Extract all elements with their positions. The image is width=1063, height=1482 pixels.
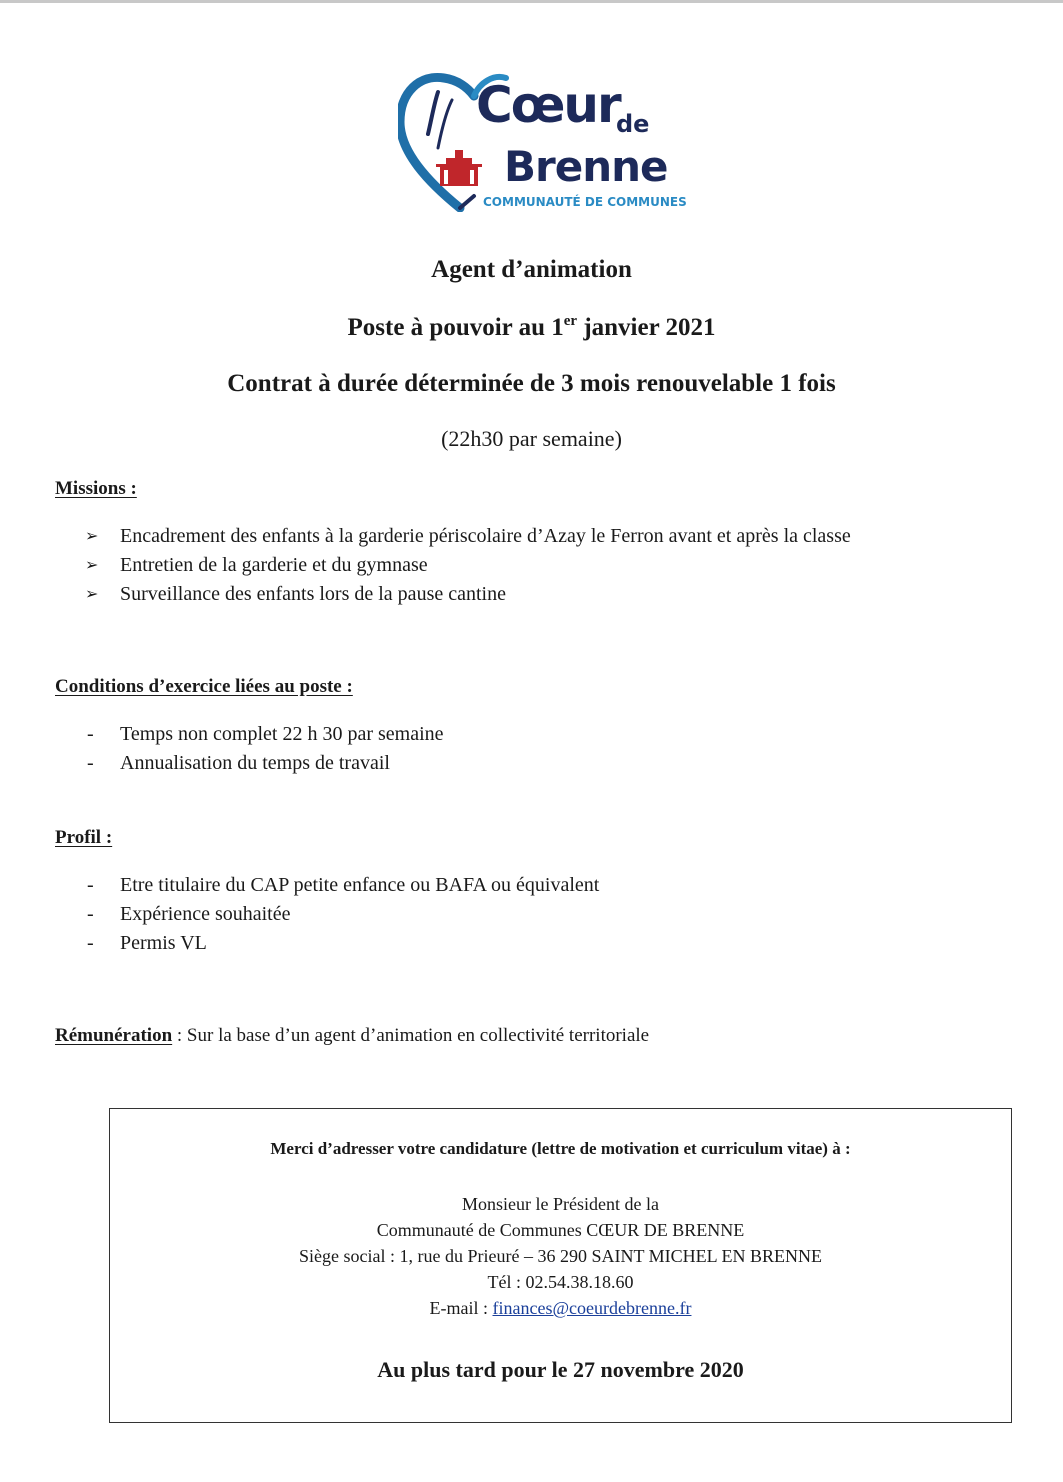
conditions-title: Conditions d’exercice liées au poste :	[55, 676, 353, 697]
logo-subtitle: COMMUNAUTÉ DE COMMUNES	[483, 195, 687, 209]
mission-text: Surveillance des enfants lors de la pause cantine	[120, 583, 506, 605]
profil-text: Permis VL	[120, 932, 207, 954]
dash-bullet: -	[87, 903, 94, 925]
logo-name-de: de	[616, 110, 650, 138]
application-deadline: Au plus tard pour le 27 novembre 2020	[377, 1357, 744, 1382]
list-item	[85, 551, 851, 580]
address-organisation: Communauté de Communes CŒUR DE BRENNE	[376, 1220, 745, 1240]
remuneration-label: Rémunération	[55, 1025, 173, 1046]
profil-text: Expérience souhaitée	[120, 903, 291, 925]
list-item	[85, 749, 444, 778]
address-recipient: Monsieur le Président de la	[462, 1194, 659, 1214]
application-contact-box	[109, 1108, 1012, 1423]
dash-bullet: -	[87, 932, 94, 954]
contract-heading: Contrat à durée déterminée de 3 mois renouvelable 1 fois	[227, 370, 836, 397]
email-label: E-mail :	[429, 1298, 493, 1318]
profil-list	[85, 871, 599, 958]
dash-bullet: -	[87, 874, 94, 896]
remuneration-line	[55, 1025, 649, 1047]
missions-title: Missions :	[55, 478, 137, 499]
hours-heading: (22h30 par semaine)	[441, 426, 622, 451]
job-title: Agent d’animation	[431, 256, 632, 283]
email-link[interactable]: finances@coeurdebrenne.fr	[492, 1298, 692, 1318]
coeur-de-brenne-logo	[398, 72, 687, 212]
post-date-heading	[0, 313, 1063, 342]
list-item	[85, 929, 599, 958]
post-prefix: Poste à pouvoir au 1	[347, 314, 564, 341]
arrow-bullet-icon: ➢	[85, 557, 99, 574]
missions-list	[85, 522, 851, 609]
dash-bullet: -	[87, 723, 94, 745]
address-street: Siège social : 1, rue du Prieuré – 36 290 SAINT MICHEL EN BRENNE	[299, 1246, 822, 1266]
application-intro: Merci d’adresser votre candidature (lettre de motivation et curriculum vitae) à :	[270, 1139, 851, 1158]
list-item	[85, 900, 599, 929]
post-suffix: janvier 2021	[577, 314, 716, 341]
profil-text: Etre titulaire du CAP petite enfance ou BAFA ou équivalent	[120, 874, 600, 896]
email-line	[110, 1295, 1011, 1321]
condition-text: Annualisation du temps de travail	[120, 752, 390, 774]
list-item	[85, 522, 851, 551]
arrow-bullet-icon: ➢	[85, 586, 99, 603]
dash-bullet: -	[87, 752, 94, 774]
mission-text: Encadrement des enfants à la garderie périscolaire d’Azay le Ferron avant et après la classe	[120, 525, 851, 547]
list-item	[85, 580, 851, 609]
phone-number: Tél : 02.54.38.18.60	[487, 1272, 634, 1292]
scan-top-edge	[0, 0, 1063, 3]
list-item	[85, 720, 444, 749]
logo-name-brenne: Brenne	[504, 142, 668, 191]
mission-text: Entretien de la garderie et du gymnase	[120, 554, 428, 576]
condition-text: Temps non complet 22 h 30 par semaine	[120, 723, 444, 745]
conditions-list	[85, 720, 444, 778]
post-sup: er	[563, 313, 578, 329]
logo-name-coeur: Cœur	[476, 76, 620, 134]
arrow-bullet-icon: ➢	[85, 528, 99, 545]
list-item	[85, 871, 599, 900]
remuneration-text: : Sur la base d’un agent d’animation en collectivité territoriale	[172, 1025, 650, 1046]
profil-title: Profil :	[55, 827, 113, 848]
